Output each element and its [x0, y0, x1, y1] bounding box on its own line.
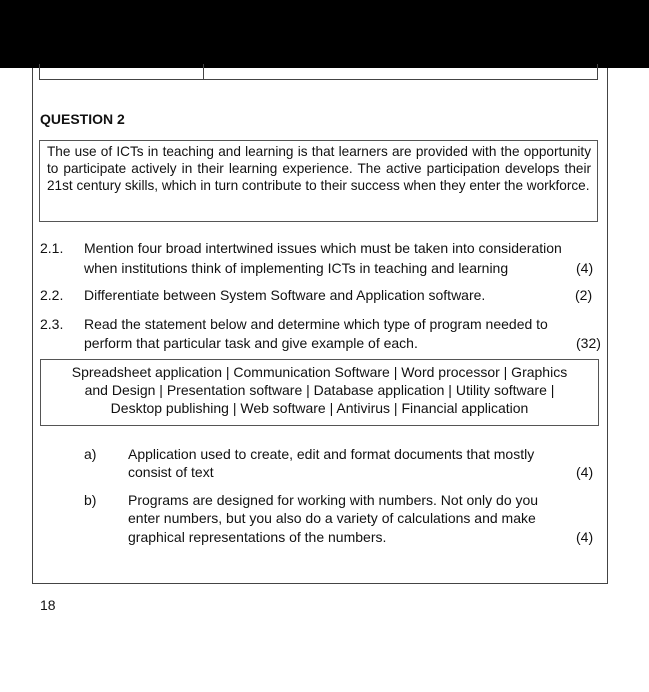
subquestion-text-line: Application used to create, edit and format documents that mostly — [128, 446, 535, 462]
item-text-line: Read the statement below and determine which type of program needed to — [84, 316, 548, 332]
item-marks: (2) — [575, 287, 593, 303]
item-text-line: perform that particular task and give example of each. — [84, 335, 418, 351]
options-line: Desktop publishing | Web software | Antivirus | Financial application — [110, 400, 529, 416]
subquestion-text-line: enter numbers, but you also do a variety of calculations and make — [128, 510, 536, 526]
subquestion-text-line: consist of text — [128, 464, 214, 480]
context-box: The use of ICTs in teaching and learning is that learners are provided with the opportunity to participate actively in their learning experience. The active participation develops their 21st century skills, which in turn contribute to their success when they enter the workforce. — [39, 140, 598, 222]
previous-table-fragment — [39, 64, 598, 80]
item-number: 2.2. — [40, 287, 64, 303]
item-text-line: Differentiate between System Software and Application software. — [84, 287, 486, 303]
subquestion-label: b) — [84, 492, 97, 508]
options-line: Spreadsheet application | Communication Software | Word processor | Graphics — [71, 364, 568, 380]
item-text-line: Mention four broad intertwined issues which must be taken into consideration — [84, 240, 562, 256]
item-marks: (32) — [576, 335, 601, 351]
program-types-box — [40, 359, 599, 426]
top-black-bar — [0, 0, 649, 68]
item-number: 2.3. — [40, 316, 64, 332]
item-number: 2.1. — [40, 240, 64, 256]
subquestion-marks: (4) — [576, 464, 594, 480]
subquestion-text-line: graphical representations of the numbers. — [128, 529, 387, 545]
page-number: 18 — [40, 597, 56, 613]
subquestion-b — [84, 491, 596, 547]
subquestion-marks: (4) — [576, 529, 594, 545]
options-line: and Design | Presentation software | Database application | Utility software | — [84, 382, 555, 398]
item-text-line: when institutions think of implementing ICTs in teaching and learning — [84, 260, 509, 276]
table-divider — [203, 64, 204, 79]
subquestion-a — [84, 445, 596, 483]
question-item-2-1 — [40, 239, 600, 279]
question-item-2-3 — [40, 315, 605, 355]
item-marks: (4) — [576, 260, 594, 276]
subquestion-label: a) — [84, 446, 97, 462]
question-item-2-2 — [40, 286, 600, 306]
subquestion-text-line: Programs are designed for working with numbers. Not only do you — [128, 492, 539, 508]
question-title: QUESTION 2 — [40, 111, 125, 127]
